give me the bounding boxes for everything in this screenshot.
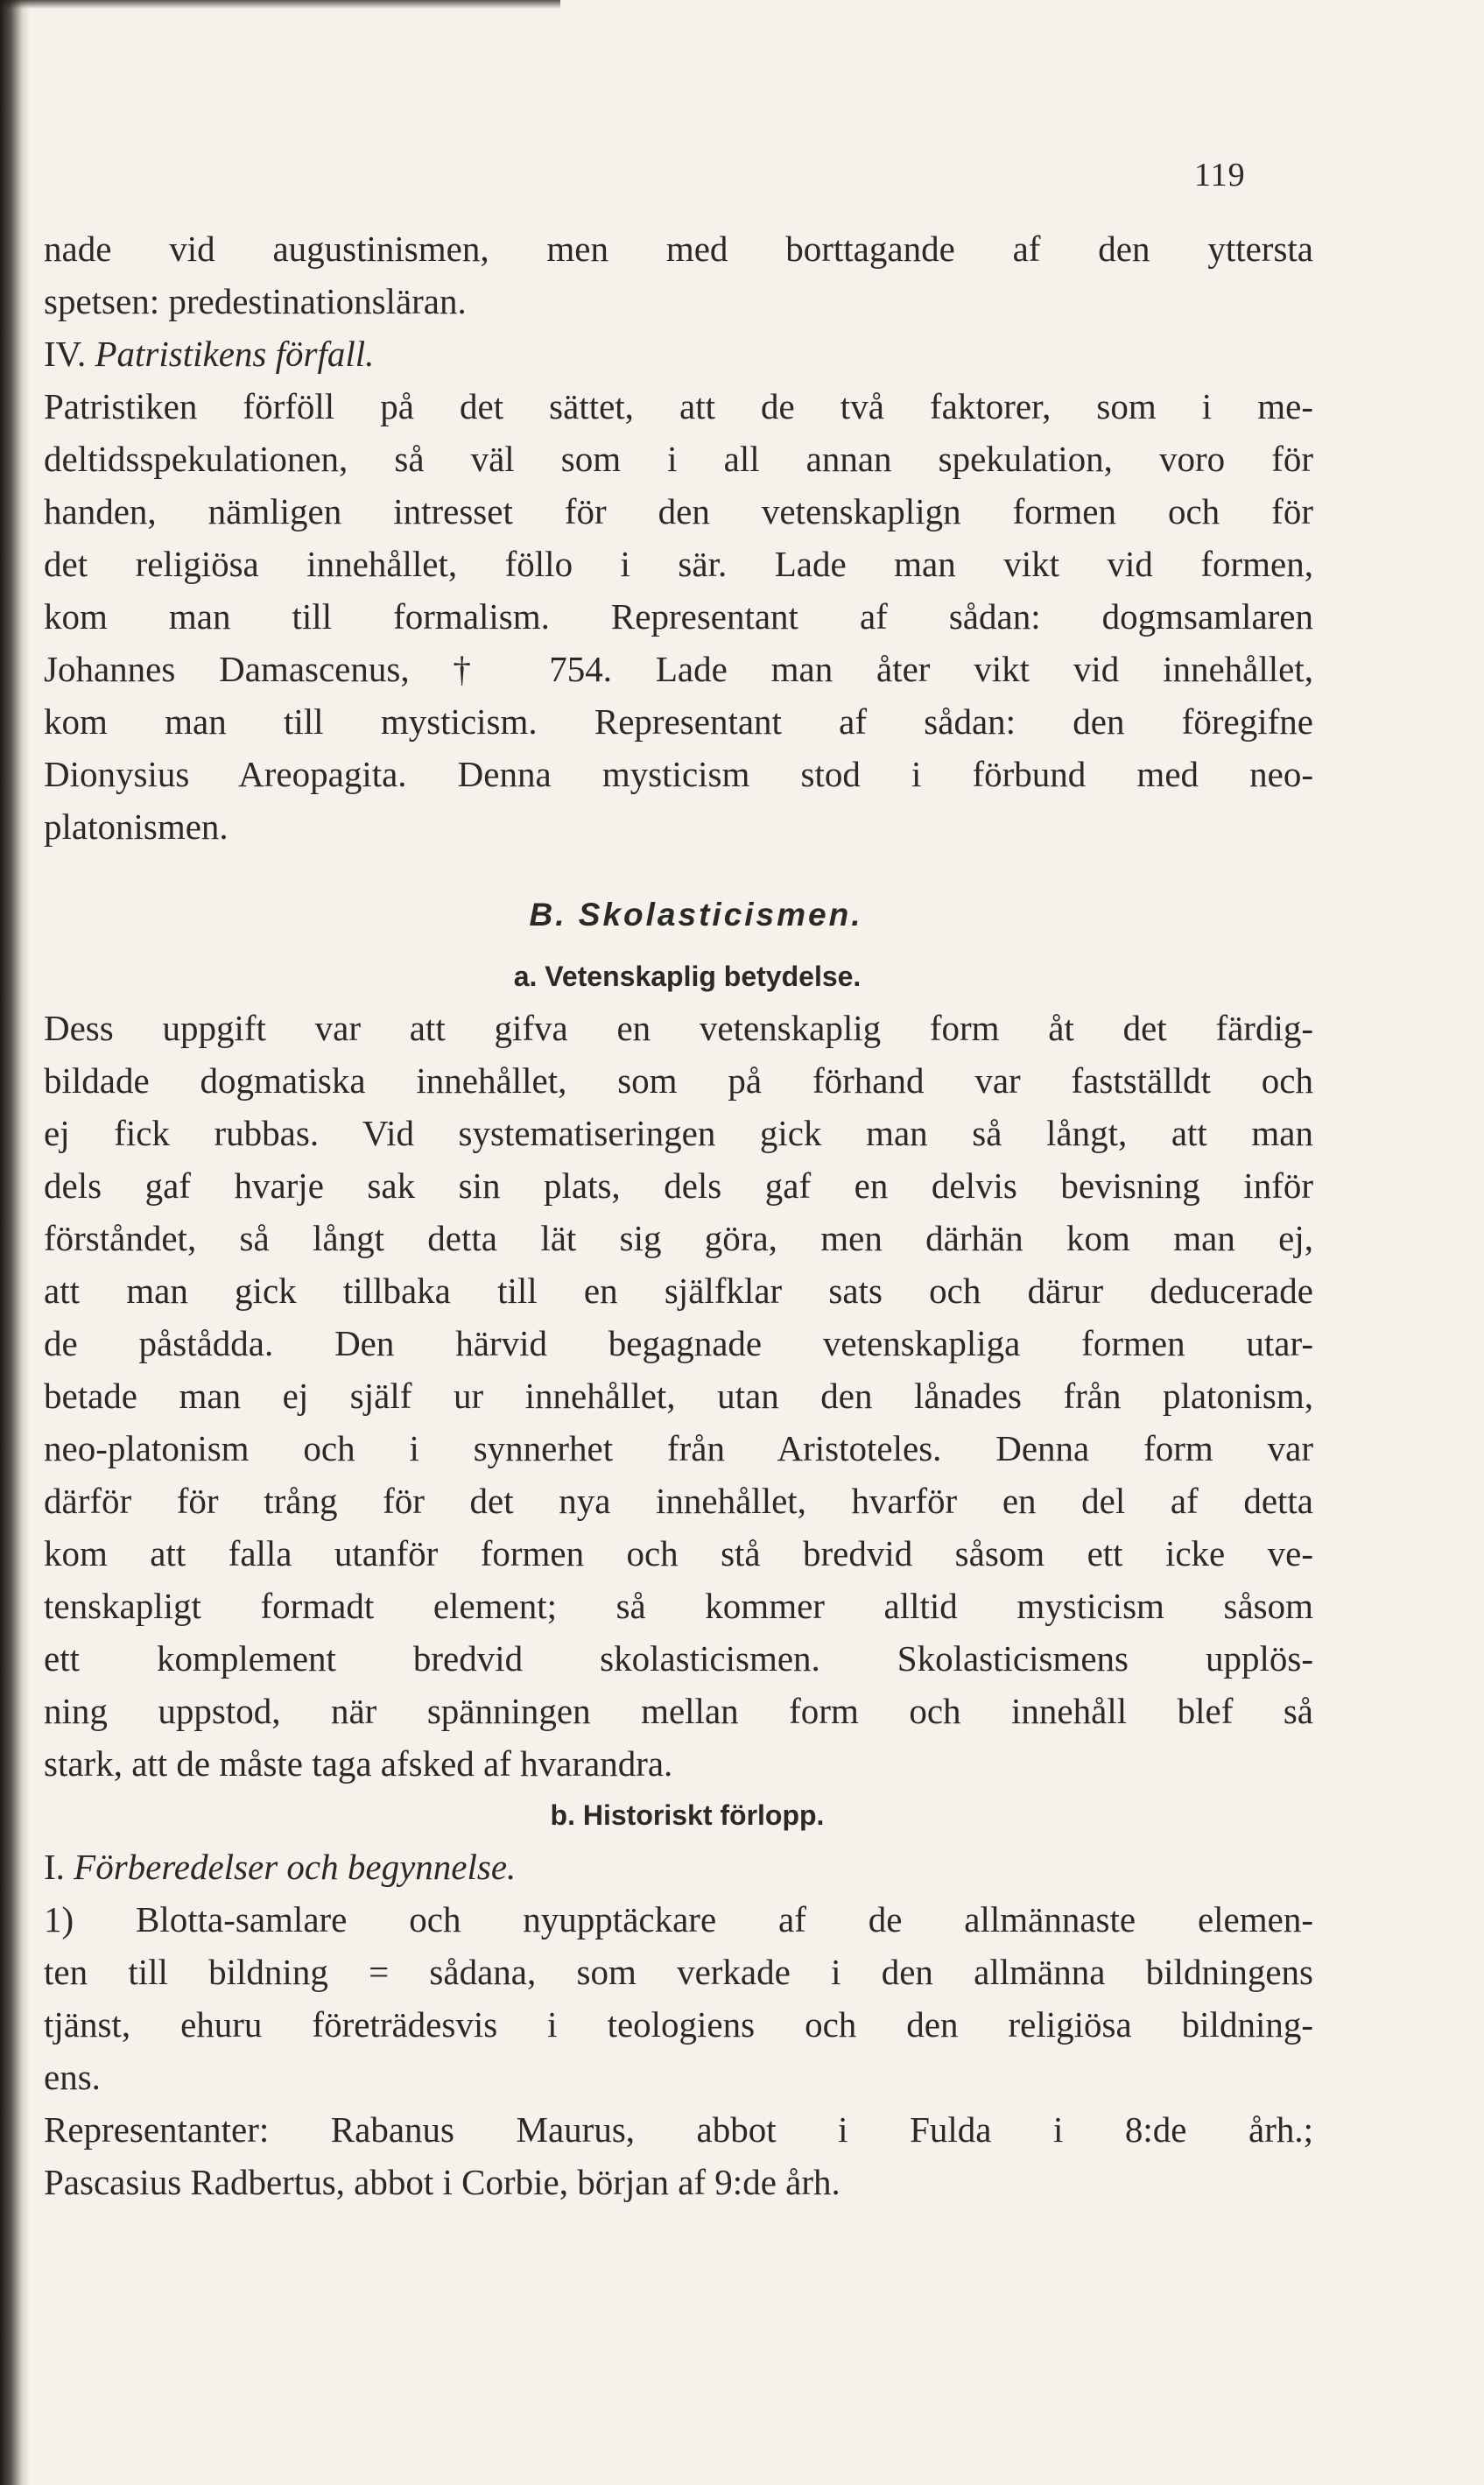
page-number: 119	[1194, 157, 1246, 194]
text-line: dels gaf hvarje sak sin plats, dels gaf en delvis bevisning inför	[44, 1165, 1313, 1206]
page-text	[44, 222, 1313, 2208]
text-line: Representanter: Rabanus Maurus, abbot i Fulda i 8:de årh.;	[44, 2109, 1313, 2150]
text-line: stark, att de måste taga afsked af hvarandra.	[44, 1743, 673, 1784]
text-line: kom man till mysticism. Representant af sådan: den föregifne	[44, 701, 1313, 742]
text-line: tjänst, ehuru företrädesvis i teologiens och den religiösa bildning-	[44, 2004, 1313, 2045]
text-line: att man gick tillbaka till en själfklar sats och därur deducerade	[44, 1271, 1313, 1311]
text-line: bildade dogmatiska innehållet, som på förhand var fastställdt och	[44, 1060, 1313, 1101]
text-line: de påstådda. Den härvid begagnade vetenskapliga formen utar-	[44, 1323, 1313, 1363]
scan-binding-shadow	[0, 0, 30, 2485]
text-line: förståndet, så långt detta lät sig göra, men därhän kom man ej,	[44, 1218, 1313, 1258]
section-subtitle: Förberedelser och begynnelse.	[74, 1847, 517, 1887]
text-line: deltidsspekulationen, så väl som i all annan spekulation, voro för	[44, 439, 1313, 479]
scan-top-shadow	[0, 0, 560, 9]
text-line: Johannes Damascenus, † 754. Lade man åter vikt vid innehållet,	[44, 649, 1313, 689]
subsection-a-heading: a. Vetenskaplig betydelse.	[513, 961, 862, 992]
text-line: handen, nämligen intresset för den vetenskaplign formen och för	[44, 491, 1313, 531]
section-b-heading: B. Skolasticismen.	[529, 897, 863, 933]
text-line: ett komplement bredvid skolasticismen. Skolasticismens upplös-	[44, 1638, 1313, 1679]
text-line: Pascasius Radbertus, abbot i Corbie, början af 9:de årh.	[44, 2162, 840, 2202]
text-line: 1) Blotta-samlare och nyupptäckare af de allmännaste elemen-	[44, 1899, 1313, 1939]
text-line: spetsen: predestinationsläran.	[44, 281, 467, 321]
text-line: kom man till formalism. Representant af sådan: dogmsamlaren	[44, 596, 1313, 637]
text-line: betade man ej själf ur innehållet, utan den lånades från platonism,	[44, 1376, 1313, 1416]
text-line: Patristiken förföll på det sättet, att de två faktorer, som i me-	[44, 386, 1313, 426]
text-line: det religiösa innehållet, föllo i sär. Lade man vikt vid formen,	[44, 544, 1313, 584]
text-line: ning uppstod, när spänningen mellan form och innehåll blef så	[44, 1691, 1313, 1731]
text-line: därför för trång för det nya innehållet, hvarför en del af detta	[44, 1481, 1313, 1521]
section-i-heading	[44, 1841, 1313, 1893]
text-line: nade vid augustinismen, men med borttagande af den yttersta	[44, 229, 1313, 269]
text-line: ens.	[44, 2057, 101, 2097]
text-line: ten till bildning = sådana, som verkade i den allmänna bildningens	[44, 1952, 1313, 1992]
text-line: Dess uppgift var att gifva en vetenskaplig form åt det färdig-	[44, 1008, 1313, 1048]
text-line: platonismen.	[44, 806, 229, 847]
text-line: ej fick rubbas. Vid systematiseringen gick man så långt, att man	[44, 1113, 1313, 1153]
text-line: Dionysius Areopagita. Denna mysticism stod i förbund med neo-	[44, 754, 1313, 794]
text-line: tenskapligt formadt element; så kommer alltid mysticism såsom	[44, 1586, 1313, 1626]
section-numeral: IV.	[44, 334, 87, 374]
subsection-b-heading: b. Historiskt förlopp.	[550, 1799, 825, 1831]
text-line: kom att falla utanför formen och stå bredvid såsom ett icke ve-	[44, 1533, 1313, 1573]
section-numeral: I.	[44, 1847, 65, 1887]
section-iv-heading	[44, 327, 1313, 380]
section-subtitle: Patristikens förfall.	[95, 334, 375, 374]
text-line: neo-platonism och i synnerhet från Aristoteles. Denna form var	[44, 1428, 1313, 1468]
